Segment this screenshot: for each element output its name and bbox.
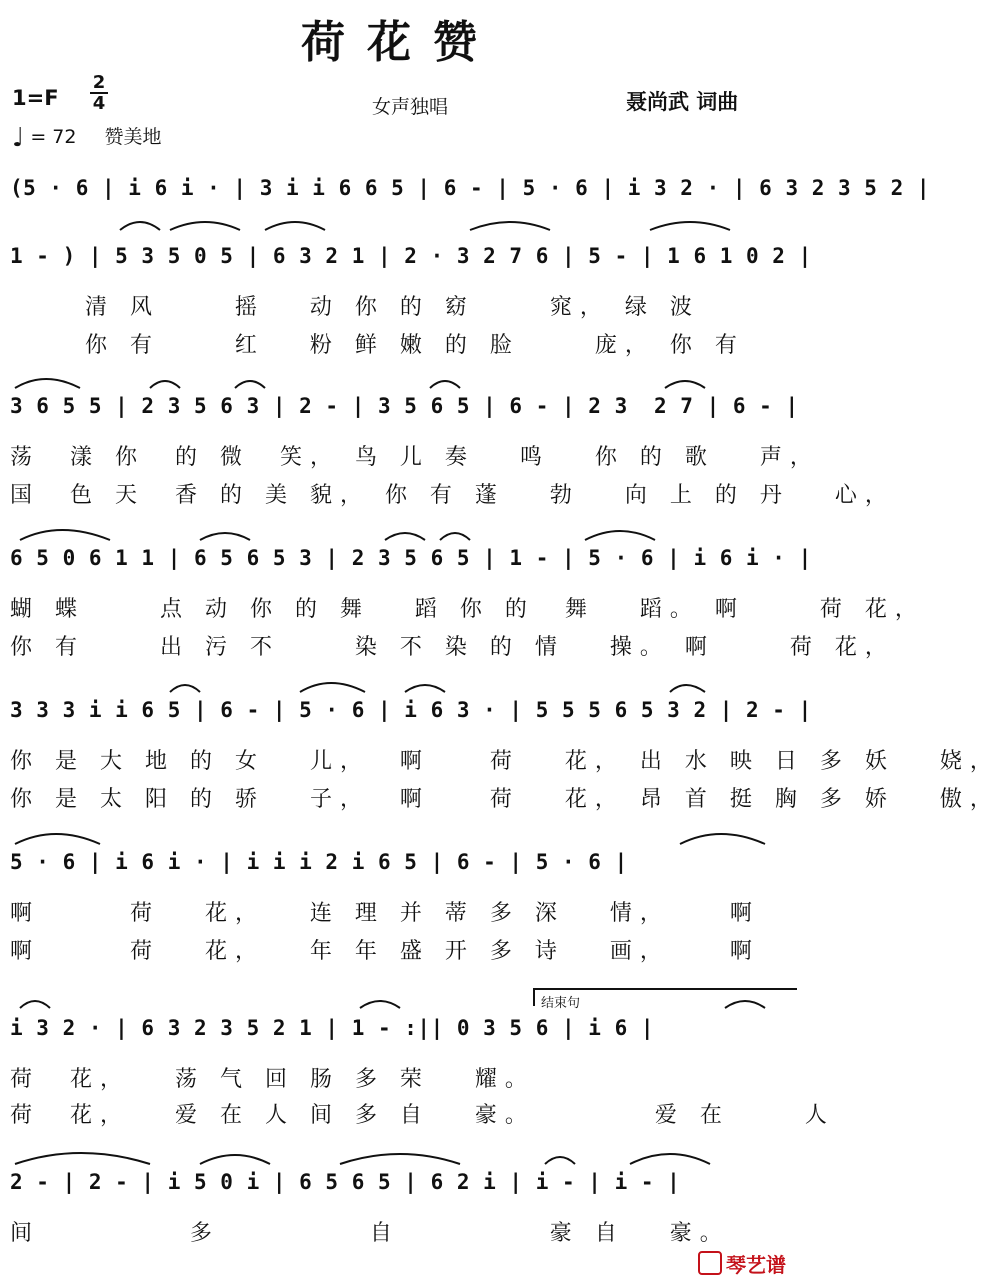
lyric-verse-1: 啊 荷 花， 连 理 并 蒂 多 深 情， 啊: [10, 901, 760, 926]
time-signature-bottom: 4: [92, 93, 106, 114]
tempo-expression: 赞美地: [104, 126, 162, 148]
watermark: [698, 1249, 786, 1278]
notation-line: 1 - ) | 5 3 5 0 5 | 6 3 2 1 | 2 · 3 2 7 6 | 5 - | 1 6 1 0 2 |: [10, 244, 812, 268]
notation-line: 3 3 3 i i 6 5 | 6 - | 5 · 6 | i 6 3 · | 5 5 5 6 5 3 2 | 2 - |: [10, 698, 812, 722]
lyric-verse-2: 你 是 太 阳 的 骄 子， 啊 荷 花， 昂 首 挺 胸 多 娇 傲，: [10, 787, 1000, 812]
key-signature: 1=F: [12, 86, 59, 110]
lyric-verse-1: 你 是 大 地 的 女 儿， 啊 荷 花， 出 水 映 日 多 妖 娆，: [10, 749, 1000, 774]
score-row-8: [0, 1140, 800, 1250]
tempo-marking: [12, 122, 162, 153]
lyric-verse-2: 荷 花， 爱 在 人 间 多 自 豪。 爱 在 人: [10, 1103, 835, 1128]
lyric-verse-1: 荷 花， 荡 气 回 肠 多 荣 耀。: [10, 1067, 535, 1092]
notation-line: i 3 2 · | 6 3 2 3 5 2 1 | 1 - :|| 0 3 5 6 | i 6 |: [10, 1016, 655, 1040]
score-row-4: [0, 516, 925, 660]
tempo-value: = 72: [30, 126, 77, 148]
lyric-verse-1: 间 多 自 豪 自 豪。: [10, 1221, 730, 1246]
lyric-verse-1: 清 风 摇 动 你 的 窈 窕， 绿 波: [10, 295, 700, 320]
notation-line: 6 5 0 6 1 1 | 6 5 6 5 3 | 2 3 5 6 5 | 1 - | 5 · 6 | i 6 i · |: [10, 546, 812, 570]
performance-type: 女声独唱: [372, 96, 449, 118]
score-row-6: [0, 820, 800, 964]
quarter-note-icon: ♩: [12, 123, 25, 153]
score-row-2: [0, 214, 812, 358]
notation-line: 2 - | 2 - | i 5 0 i | 6 5 6 5 | 6 2 i | i - | i - |: [10, 1170, 681, 1194]
site-logo-icon: [698, 1251, 722, 1275]
lyric-verse-2: 你 有 出 污 不 染 不 染 的 情 操。 啊 荷 花，: [10, 635, 895, 660]
time-signature: [88, 74, 110, 112]
notation-line: (5 · 6 | i 6 i · | 3 i i 6 6 5 | 6 - | 5 · 6 | i 3 2 · | 6 3 2 3 5 2 |: [10, 176, 931, 200]
lyric-verse-2: 国 色 天 香 的 美 貌， 你 有 蓬 勃 向 上 的 丹 心，: [10, 483, 895, 508]
song-title: 荷花赞: [301, 17, 499, 68]
notation-line: 3 6 5 5 | 2 3 5 6 3 | 2 - | 3 5 6 5 | 6 - | 2 3 2 7 | 6 - |: [10, 394, 799, 418]
score-row-7: [0, 984, 835, 1128]
watermark-text: 琴艺谱: [726, 1253, 786, 1277]
time-signature-top: 2: [92, 72, 106, 93]
ending-phrase-label: 结束句: [533, 988, 797, 1006]
lyric-verse-1: 蝴 蝶 点 动 你 的 舞 蹈 你 的 舞 蹈。 啊 荷 花，: [10, 597, 925, 622]
notation-line: 5 · 6 | i 6 i · | i i i 2 i 6 5 | 6 - | 5 · 6 |: [10, 850, 628, 874]
lyric-verse-2: 你 有 红 粉 鲜 嫩 的 脸 庞， 你 有: [10, 333, 745, 358]
lyric-verse-1: 荡 漾 你 的 微 笑， 鸟 儿 奏 鸣 你 的 歌 声，: [10, 445, 820, 470]
author-credit: 聂尚武 词曲: [626, 90, 739, 114]
score-row-3: [0, 364, 895, 508]
lyric-verse-2: 啊 荷 花， 年 年 盛 开 多 诗 画， 啊: [10, 939, 760, 964]
score-row-5: [0, 668, 1000, 812]
